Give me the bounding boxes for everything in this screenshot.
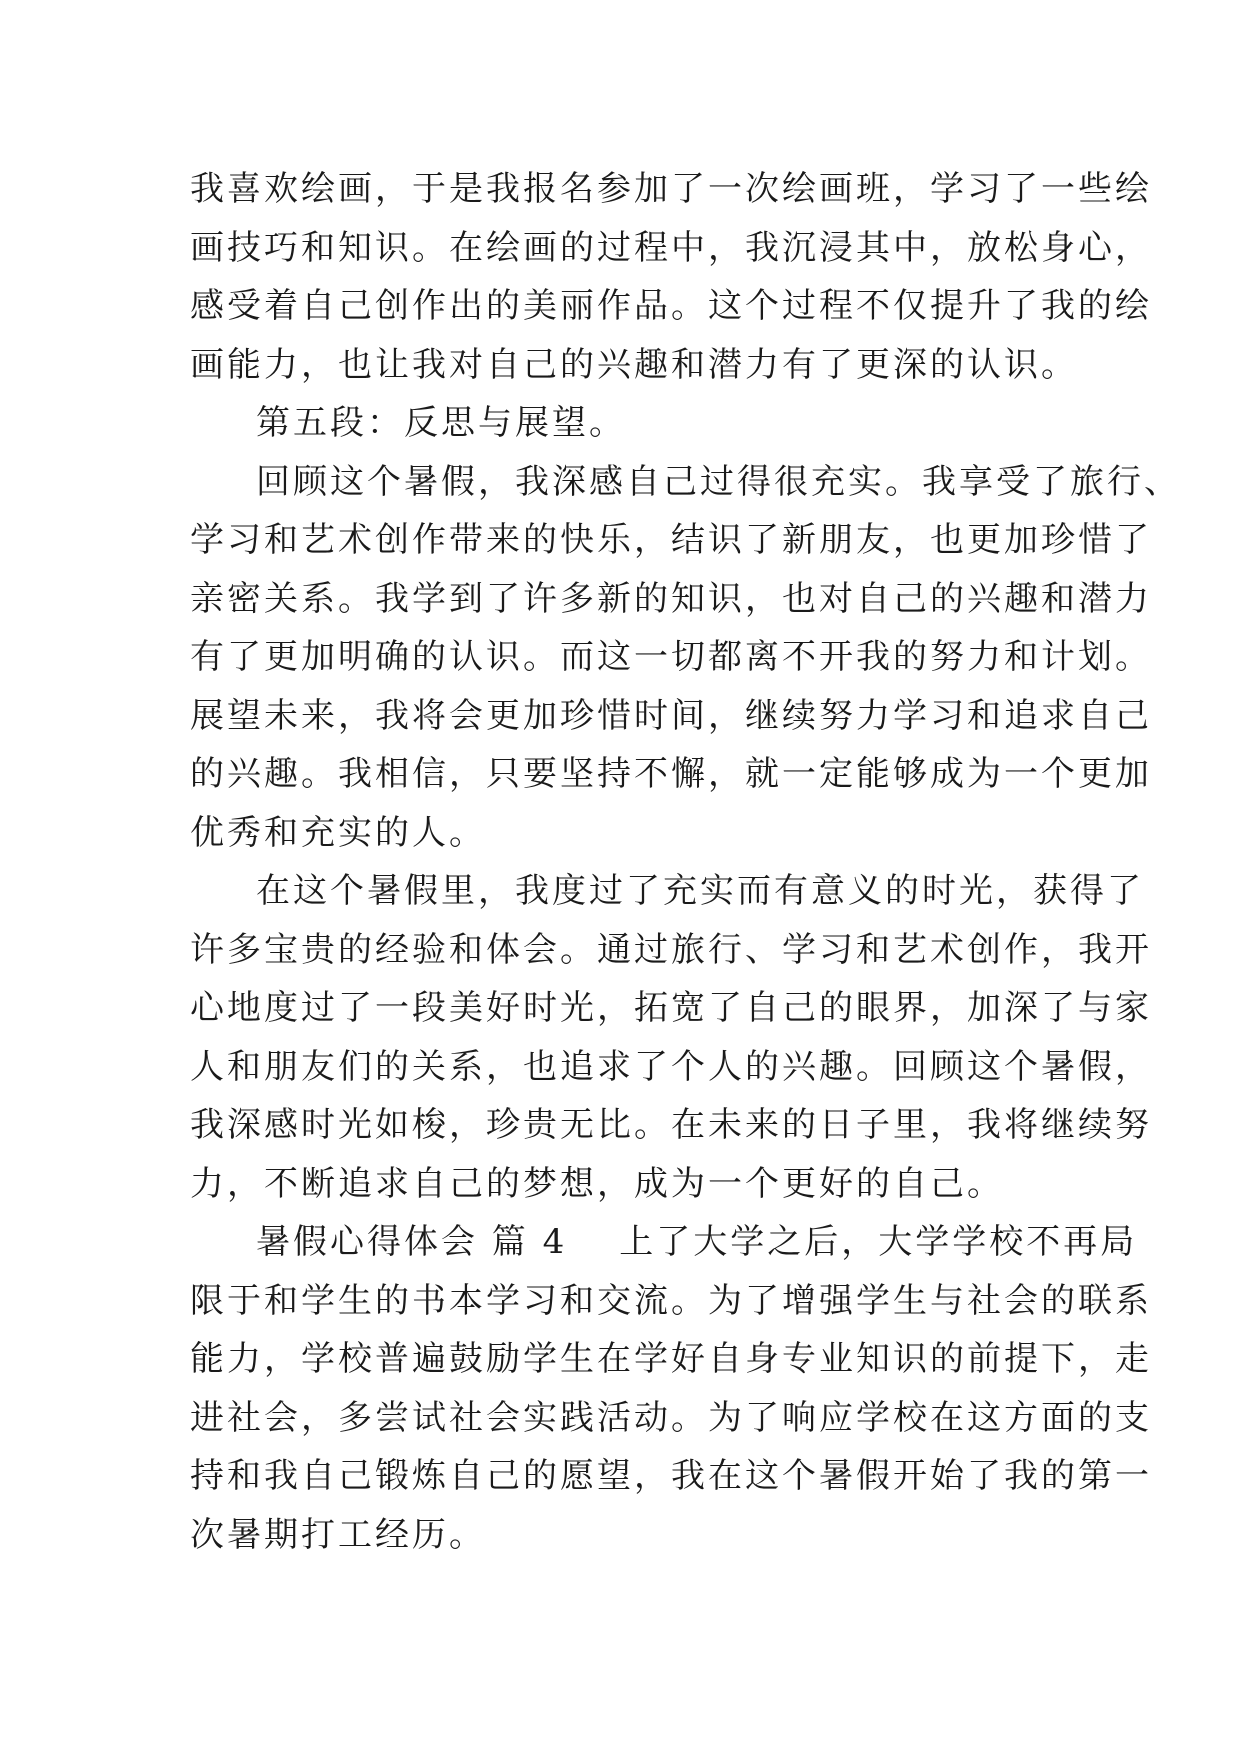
text-line: 有了更加明确的认识。而这一切都离不开我的努力和计划。 (190, 637, 1152, 677)
section-heading-paragraph (190, 394, 1060, 453)
text-line: 学习和艺术创作带来的快乐，结识了新朋友，也更加珍惜了 (190, 520, 1152, 560)
section-heading: 第五段：反思与展望。 (256, 403, 626, 443)
paragraph (190, 160, 1152, 394)
text-line: 心地度过了一段美好时光，拓宽了自己的眼界，加深了与家 (190, 988, 1152, 1028)
paragraph (190, 862, 1152, 1213)
text-line (190, 1213, 1138, 1272)
paragraph (190, 1213, 1152, 1564)
text-line: 进社会，多尝试社会实践活动。为了响应学校在这方面的支 (190, 1397, 1152, 1438)
text-line: 画技巧和知识。在绘画的过程中，我沉浸其中，放松身心， (190, 227, 1152, 268)
text-fragment: 上了大学之后，大学学校不再局 (619, 1222, 1138, 1262)
text-line: 次暑期打工经历。 (190, 1514, 486, 1555)
text-line: 力，不断追求自己的梦想，成为一个更好的自己。 (190, 1163, 1004, 1204)
text-line: 限于和学生的书本学习和交流。为了增强学生与社会的联系 (190, 1280, 1152, 1321)
text-line: 我喜欢绘画，于是我报名参加了一次绘画班，学习了一些绘 (190, 169, 1152, 209)
text-line: 感受着自己创作出的美丽作品。这个过程不仅提升了我的绘 (190, 286, 1152, 326)
text-line: 展望未来，我将会更加珍惜时间，继续努力学习和追求自己 (190, 695, 1152, 736)
text-line: 人和朋友们的关系，也追求了个人的兴趣。回顾这个暑假， (190, 1046, 1152, 1087)
paragraph (190, 453, 1181, 863)
text-line: 持和我自己锻炼自己的愿望，我在这个暑假开始了我的第一 (190, 1456, 1152, 1496)
article-heading: 暑假心得体会 篇 4 (256, 1222, 568, 1262)
text-line: 优秀和充实的人。 (190, 812, 486, 853)
text-line: 我深感时光如梭，珍贵无比。在未来的日子里，我将继续努 (190, 1105, 1152, 1145)
text-line: 回顾这个暑假，我深感自己过得很充实。我享受了旅行、 (256, 461, 1181, 502)
text-line: 的兴趣。我相信，只要坚持不懈，就一定能够成为一个更加 (190, 754, 1152, 794)
text-line: 许多宝贵的经验和体会。通过旅行、学习和艺术创作，我开 (190, 929, 1152, 970)
text-line: 在这个暑假里，我度过了充实而有意义的时光，获得了 (256, 871, 1144, 911)
text-line: 能力，学校普遍鼓励学生在学好自身专业知识的前提下，走 (190, 1339, 1152, 1379)
text-line: 画能力，也让我对自己的兴趣和潜力有了更深的认识。 (190, 344, 1078, 385)
text-line: 亲密关系。我学到了许多新的知识，也对自己的兴趣和潜力 (190, 578, 1152, 619)
document-body (190, 160, 1181, 1564)
